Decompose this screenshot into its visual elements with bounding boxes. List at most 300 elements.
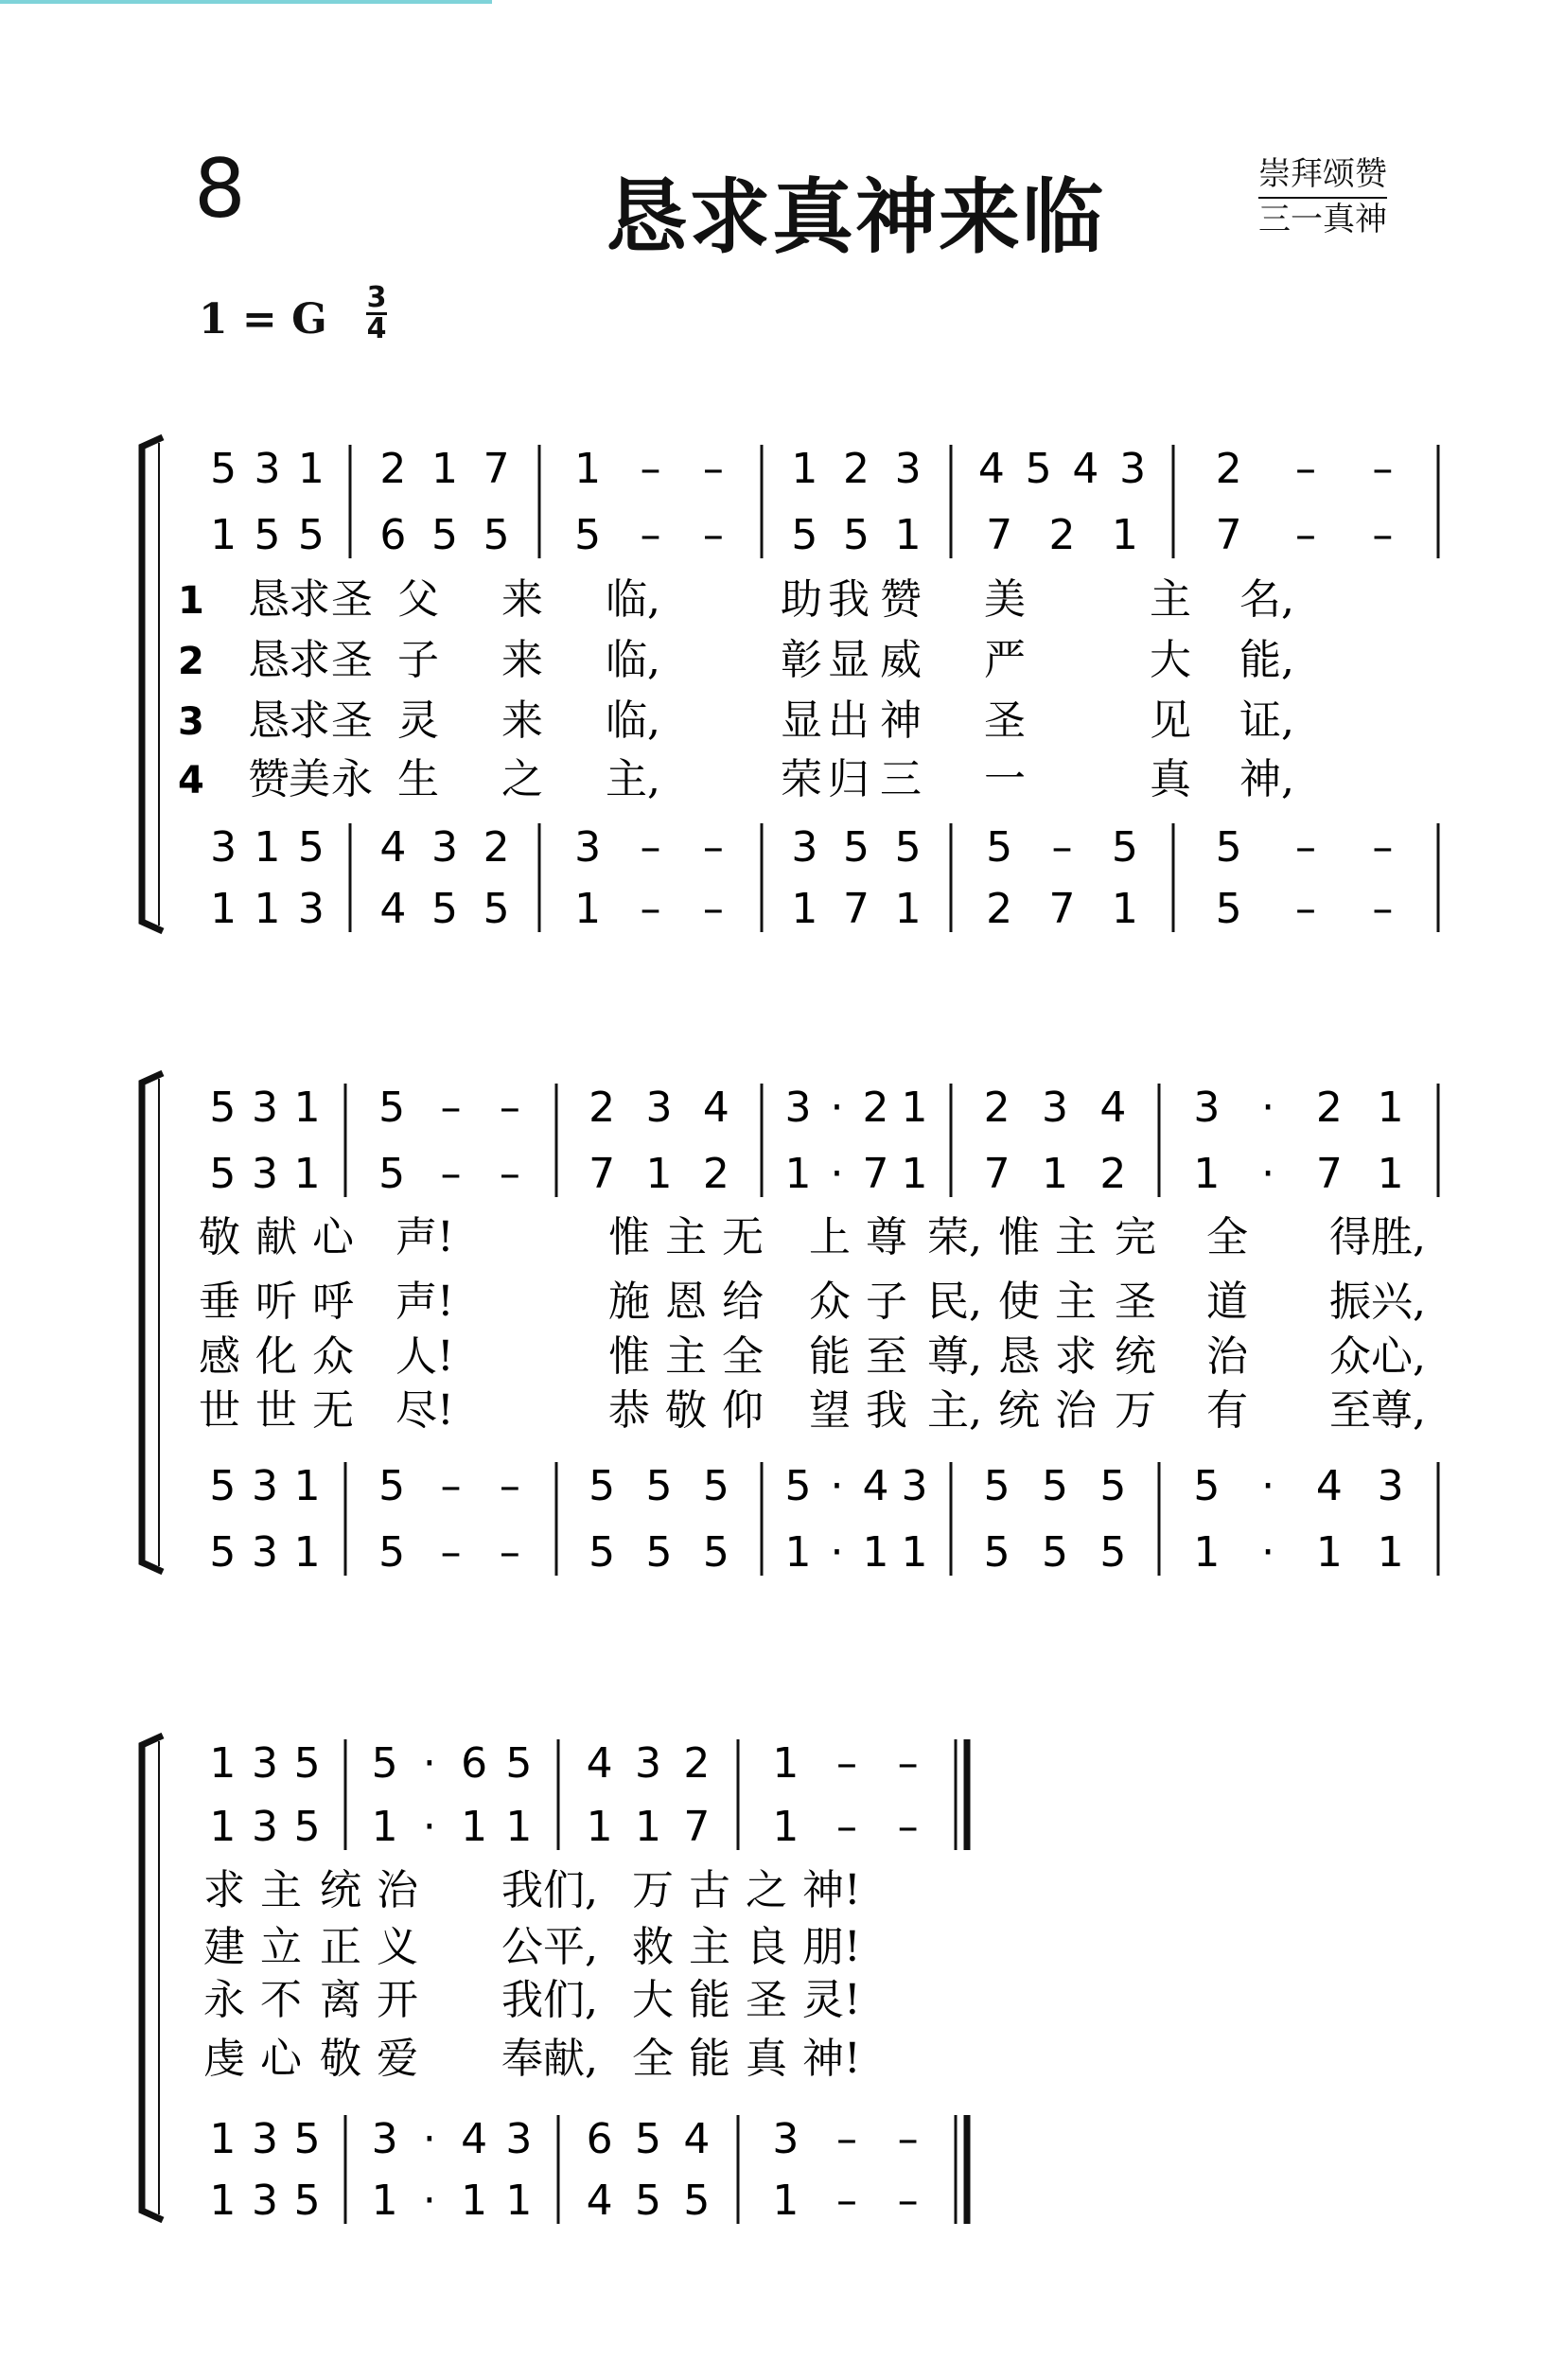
soprano-note: · <box>422 1739 436 1788</box>
lyric-syllable: 恳 <box>248 696 290 745</box>
lyric-syllable: 临, <box>606 696 660 745</box>
soprano-note: 2 <box>683 1739 711 1788</box>
lyric-syllable: 我 <box>828 575 870 624</box>
tenor-note: 3 <box>772 2115 800 2163</box>
alto-note: – <box>1295 511 1316 559</box>
lyric-syllable: 得胜, <box>1329 1213 1426 1261</box>
soprano-note: 1 <box>574 445 602 493</box>
tenor-note: 4 <box>862 1462 889 1510</box>
lyric-syllable: 呼 <box>312 1278 354 1326</box>
bass-note: · <box>422 2177 436 2225</box>
soprano-note: 2 <box>862 1084 889 1132</box>
soprano-note: 5 <box>293 1739 321 1788</box>
soprano-note: 5 <box>1025 445 1052 493</box>
bass-note: 5 <box>702 1528 729 1577</box>
soprano-note: 3 <box>254 445 281 493</box>
tenor-note: – <box>836 2115 857 2163</box>
lyric-syllable: 主 <box>689 1923 730 1971</box>
lyric-syllable: 大 <box>1150 636 1191 684</box>
lyric-syllable: 敬 <box>320 2035 361 2083</box>
lyric-syllable: 心 <box>260 2035 302 2083</box>
tenor-note: 5 <box>209 1462 237 1510</box>
bass-note: 3 <box>252 2177 278 2225</box>
soprano-note: 4 <box>586 1739 613 1788</box>
lyric-syllable: 圣 <box>331 575 373 624</box>
hymn-number: 8 <box>194 142 246 237</box>
tenor-note: – <box>1295 823 1316 872</box>
soprano-note: 6 <box>461 1739 488 1788</box>
lyric-syllable: 听 <box>255 1278 297 1326</box>
bass-note: 5 <box>983 1528 1010 1577</box>
lyric-syllable: 三 <box>880 755 922 803</box>
lyric-syllable: 世 <box>255 1386 297 1435</box>
tenor-note: 3 <box>901 1462 928 1510</box>
lyric-syllable: 无 <box>312 1386 354 1435</box>
lyric-syllable: 万 <box>632 1866 674 1914</box>
tenor-note: · <box>830 1462 844 1510</box>
bass-note: 1 <box>791 885 818 933</box>
bass-note: · <box>830 1528 844 1577</box>
alto-note: 1 <box>894 511 922 559</box>
bass-note: 1 <box>210 885 237 933</box>
lyric-syllable: 上 <box>809 1213 851 1261</box>
lyric-syllable: 求 <box>203 1866 245 1914</box>
soprano-note: 3 <box>1119 445 1147 493</box>
soprano-note: · <box>1261 1084 1275 1132</box>
soprano-note: 7 <box>483 445 510 493</box>
hymn-title: 恳求真神来临 <box>606 169 1105 265</box>
lyric-syllable: 主, <box>606 755 660 803</box>
soprano-note: 5 <box>378 1084 406 1132</box>
lyric-syllable: 主 <box>1055 1278 1097 1326</box>
bass-note: 1 <box>293 1528 321 1577</box>
lyric-syllable: 立 <box>260 1923 302 1971</box>
soprano-note: 2 <box>983 1084 1010 1132</box>
category-main: 崇拜颂赞 <box>1258 153 1387 199</box>
tenor-note: 3 <box>574 823 602 872</box>
lyric-syllable: 爱 <box>377 2035 418 2083</box>
lyric-syllable: 尽! <box>395 1386 454 1435</box>
tenor-note: 4 <box>461 2115 488 2163</box>
lyric-syllable: 全 <box>722 1332 764 1381</box>
soprano-note: – <box>1372 445 1394 493</box>
bass-note: 1 <box>862 1528 889 1577</box>
lyric-syllable: 见 <box>1150 696 1191 745</box>
alto-note: 1 <box>210 511 237 559</box>
alto-note: 5 <box>254 511 281 559</box>
lyric-syllable: 之 <box>501 755 543 803</box>
alto-note: 1 <box>505 1803 533 1851</box>
lyric-syllable: 恩 <box>665 1278 707 1326</box>
lyric-syllable: 万 <box>1115 1386 1156 1435</box>
bass-note: 5 <box>589 1528 616 1577</box>
tenor-note: 2 <box>483 823 510 872</box>
lyric-syllable: 民, <box>927 1278 982 1326</box>
tenor-note: 3 <box>505 2115 533 2163</box>
soprano-note: 1 <box>1377 1084 1404 1132</box>
tenor-note: · <box>1261 1462 1275 1510</box>
lyric-syllable: 赞 <box>248 755 290 803</box>
lyric-syllable: 众心, <box>1329 1332 1426 1381</box>
bass-note: 5 <box>683 2177 711 2225</box>
lyric-syllable: 大 <box>632 1976 674 2024</box>
lyric-syllable: 归 <box>828 755 870 803</box>
alto-note: – <box>440 1150 462 1198</box>
alto-note: 5 <box>791 511 818 559</box>
lyric-syllable: 威 <box>880 636 922 684</box>
lyric-syllable: 荣 <box>781 755 822 803</box>
alto-note: · <box>422 1803 436 1851</box>
lyric-syllable: 垂 <box>199 1278 240 1326</box>
lyric-syllable: 显 <box>828 636 870 684</box>
lyric-syllable: 父 <box>397 575 439 624</box>
soprano-note: 2 <box>843 445 870 493</box>
bass-note: 5 <box>645 1528 673 1577</box>
tenor-note: 5 <box>297 823 325 872</box>
lyric-syllable: 子 <box>866 1278 907 1326</box>
soprano-note: 5 <box>210 445 237 493</box>
soprano-note: 4 <box>977 445 1005 493</box>
soprano-note: 3 <box>1042 1084 1068 1132</box>
alto-note: 7 <box>589 1150 616 1198</box>
category-sub: 三一真神 <box>1258 201 1387 238</box>
lyric-syllable: 众 <box>809 1278 851 1326</box>
bass-note: 1 <box>1377 1528 1404 1577</box>
lyric-syllable: 敬 <box>665 1386 707 1435</box>
alto-note: 1 <box>586 1803 613 1851</box>
tenor-note: – <box>1051 823 1073 872</box>
lyric-syllable: 求 <box>289 696 330 745</box>
bass-note: 1 <box>1193 1528 1221 1577</box>
soprano-note: 4 <box>1072 445 1099 493</box>
tenor-note: 5 <box>1215 823 1242 872</box>
tenor-note: 5 <box>784 1462 812 1510</box>
bass-note: 1 <box>772 2177 800 2225</box>
alto-note: 3 <box>252 1150 278 1198</box>
verse-number: 4 <box>178 759 204 802</box>
lyric-syllable: 声! <box>395 1278 454 1326</box>
alto-note: – <box>1372 511 1394 559</box>
lyric-syllable: 我们, <box>501 1976 598 2024</box>
alto-note: 1 <box>1193 1150 1221 1198</box>
lyric-syllable: 主 <box>260 1866 302 1914</box>
soprano-note: 3 <box>784 1084 812 1132</box>
alto-note: 5 <box>209 1150 237 1198</box>
soprano-note: – <box>836 1739 857 1788</box>
lyric-syllable: 无 <box>722 1213 764 1261</box>
lyric-syllable: 能 <box>689 1976 730 2024</box>
lyric-syllable: 永 <box>203 1976 245 2024</box>
bass-note: 3 <box>297 885 325 933</box>
soprano-note: – <box>499 1084 520 1132</box>
lyric-syllable: 能 <box>809 1332 851 1381</box>
tenor-note: 5 <box>1099 1462 1127 1510</box>
lyric-syllable: 至尊, <box>1329 1386 1426 1435</box>
tenor-note: 5 <box>894 823 922 872</box>
lyric-syllable: 灵 <box>397 696 439 745</box>
lyric-syllable: 完 <box>1115 1213 1156 1261</box>
lyric-syllable: 神! <box>802 2035 861 2083</box>
lyric-syllable: 统 <box>998 1386 1040 1435</box>
alto-note: 1 <box>293 1150 321 1198</box>
bass-note: 1 <box>1315 1528 1343 1577</box>
tenor-note: 3 <box>1377 1462 1404 1510</box>
tenor-note: 4 <box>379 823 407 872</box>
lyric-syllable: 真 <box>1150 755 1191 803</box>
lyric-syllable: 美 <box>984 575 1026 624</box>
lyric-syllable: 仰 <box>722 1386 764 1435</box>
lyric-syllable: 来 <box>501 696 543 745</box>
tenor-note: 5 <box>1111 823 1138 872</box>
lyric-syllable: 圣 <box>331 696 373 745</box>
bass-note: 1 <box>894 885 922 933</box>
lyric-syllable: 开 <box>377 1976 418 2024</box>
lyric-syllable: 临, <box>606 575 660 624</box>
tenor-note: – <box>1372 823 1394 872</box>
lyric-syllable: 来 <box>501 575 543 624</box>
alto-note: 7 <box>986 511 1013 559</box>
bass-note: – <box>836 2177 857 2225</box>
lyric-syllable: 有 <box>1206 1386 1248 1435</box>
lyric-syllable: 临, <box>606 636 660 684</box>
alto-note: 1 <box>635 1803 661 1851</box>
alto-note: 2 <box>702 1150 729 1198</box>
lyric-syllable: 不 <box>260 1976 302 2024</box>
bass-note: 5 <box>635 2177 661 2225</box>
lyric-syllable: 之 <box>746 1866 787 1914</box>
bass-note: 5 <box>1099 1528 1127 1577</box>
tenor-note: 5 <box>293 2115 321 2163</box>
alto-note: 1 <box>461 1803 488 1851</box>
bass-note: – <box>440 1528 462 1577</box>
tenor-note: 5 <box>702 1462 729 1510</box>
tenor-note: – <box>440 1462 462 1510</box>
tenor-note: 4 <box>1315 1462 1343 1510</box>
tenor-note: 3 <box>210 823 237 872</box>
time-signature-bottom: 4 <box>366 312 387 345</box>
lyric-syllable: 主, <box>927 1386 982 1435</box>
alto-note: 5 <box>431 511 458 559</box>
lyric-syllable: 至 <box>866 1332 907 1381</box>
alto-note: · <box>1261 1150 1275 1198</box>
tenor-note: 5 <box>983 1462 1010 1510</box>
lyric-syllable: 惟 <box>608 1213 650 1261</box>
lyric-syllable: 证, <box>1239 696 1294 745</box>
bass-note: – <box>1295 885 1316 933</box>
lyric-syllable: 古 <box>689 1866 730 1914</box>
lyric-syllable: 名, <box>1239 575 1294 624</box>
alto-note: – <box>836 1803 857 1851</box>
verse-number: 2 <box>178 640 204 683</box>
lyric-syllable: 我们, <box>501 1866 598 1914</box>
key-signature: 1 = G <box>199 295 327 344</box>
soprano-note: 2 <box>379 445 407 493</box>
bass-note: – <box>640 885 661 933</box>
soprano-note: 1 <box>297 445 325 493</box>
lyric-syllable: 全 <box>632 2035 674 2083</box>
soprano-note: 1 <box>772 1739 800 1788</box>
bass-note: 1 <box>209 2177 237 2225</box>
lyric-syllable: 严 <box>984 636 1026 684</box>
lyric-syllable: 真 <box>746 2035 787 2083</box>
bass-note: 1 <box>784 1528 812 1577</box>
soprano-note: 3 <box>252 1739 278 1788</box>
alto-note: 7 <box>683 1803 711 1851</box>
alto-note: 7 <box>862 1150 889 1198</box>
alto-note: 1 <box>1111 511 1138 559</box>
alto-note: – <box>499 1150 520 1198</box>
verse-number: 3 <box>178 700 204 744</box>
lyric-syllable: 敬 <box>199 1213 240 1261</box>
soprano-note: 1 <box>431 445 458 493</box>
alto-note: 7 <box>1215 511 1242 559</box>
tenor-note: 5 <box>645 1462 673 1510</box>
tenor-note: 4 <box>683 2115 711 2163</box>
alto-note: 6 <box>379 511 407 559</box>
lyric-syllable: 主 <box>1150 575 1191 624</box>
lyric-syllable: 能, <box>1239 636 1294 684</box>
lyric-syllable: 世 <box>199 1386 240 1435</box>
tenor-note: 3 <box>791 823 818 872</box>
soprano-note: 3 <box>645 1084 673 1132</box>
tenor-note: 1 <box>254 823 281 872</box>
alto-note: – <box>897 1803 919 1851</box>
bass-note: – <box>499 1528 520 1577</box>
soprano-note: 4 <box>702 1084 729 1132</box>
bass-note: 5 <box>1042 1528 1068 1577</box>
verse-number: 1 <box>178 579 204 623</box>
soprano-note: – <box>897 1739 919 1788</box>
lyric-syllable: 求 <box>1055 1332 1097 1381</box>
lyric-syllable: 正 <box>320 1923 361 1971</box>
lyric-syllable: 恳 <box>248 636 290 684</box>
lyric-syllable: 恭 <box>608 1386 650 1435</box>
lyric-syllable: 心 <box>312 1213 354 1261</box>
lyric-syllable: 我 <box>866 1386 907 1435</box>
bass-note: 7 <box>1048 885 1076 933</box>
bass-note: 1 <box>461 2177 488 2225</box>
soprano-note: 2 <box>1315 1084 1343 1132</box>
lyric-syllable: 公平, <box>501 1923 598 1971</box>
tenor-note: 5 <box>986 823 1013 872</box>
lyric-syllable: 众 <box>312 1332 354 1381</box>
tenor-note: – <box>499 1462 520 1510</box>
bass-note: – <box>897 2177 919 2225</box>
alto-note: – <box>640 511 661 559</box>
lyric-syllable: 恳 <box>998 1332 1040 1381</box>
alto-note: 5 <box>293 1803 321 1851</box>
lyric-syllable: 出 <box>828 696 870 745</box>
alto-note: 1 <box>772 1803 800 1851</box>
lyric-syllable: 给 <box>722 1278 764 1326</box>
soprano-note: – <box>640 445 661 493</box>
soprano-note: 1 <box>791 445 818 493</box>
lyric-syllable: 主 <box>1055 1213 1097 1261</box>
lyric-syllable: 治 <box>1055 1386 1097 1435</box>
tenor-note: 5 <box>1042 1462 1068 1510</box>
alto-note: · <box>830 1150 844 1198</box>
lyric-syllable: 治 <box>377 1866 418 1914</box>
lyric-syllable: 义 <box>377 1923 418 1971</box>
soprano-note: 3 <box>635 1739 661 1788</box>
lyric-syllable: 荣, <box>927 1213 982 1261</box>
bass-note: 1 <box>505 2177 533 2225</box>
alto-note: 7 <box>1315 1150 1343 1198</box>
bass-note: 5 <box>378 1528 406 1577</box>
tenor-note: 1 <box>293 1462 321 1510</box>
lyric-syllable: 恳 <box>248 575 290 624</box>
lyric-syllable: 施 <box>608 1278 650 1326</box>
alto-note: 5 <box>843 511 870 559</box>
lyric-syllable: 主 <box>665 1213 707 1261</box>
soprano-note: 3 <box>1193 1084 1221 1132</box>
soprano-note: 5 <box>505 1739 533 1788</box>
lyric-syllable: 全 <box>1206 1213 1248 1261</box>
tenor-note: – <box>702 823 724 872</box>
lyric-syllable: 尊 <box>866 1213 907 1261</box>
lyric-syllable: 振兴, <box>1329 1278 1426 1326</box>
lyric-syllable: 惟 <box>998 1213 1040 1261</box>
lyric-syllable: 治 <box>1206 1332 1248 1381</box>
alto-note: 1 <box>371 1803 398 1851</box>
bass-note: 1 <box>901 1528 928 1577</box>
bass-note: 5 <box>483 885 510 933</box>
lyric-syllable: 灵! <box>802 1976 861 2024</box>
lyric-syllable: 圣 <box>746 1976 787 2024</box>
tenor-note: 1 <box>209 2115 237 2163</box>
bass-note: 4 <box>379 885 407 933</box>
alto-note: 5 <box>483 511 510 559</box>
tenor-note: – <box>640 823 661 872</box>
lyric-syllable: 圣 <box>331 636 373 684</box>
lyric-syllable: 能 <box>689 2035 730 2083</box>
tenor-note: 6 <box>586 2115 613 2163</box>
bass-note: 7 <box>843 885 870 933</box>
lyric-syllable: 道 <box>1206 1278 1248 1326</box>
lyric-syllable: 离 <box>320 1976 361 2024</box>
tenor-note: – <box>897 2115 919 2163</box>
bass-note: 5 <box>431 885 458 933</box>
bass-note: 5 <box>209 1528 237 1577</box>
tenor-note: 3 <box>252 1462 278 1510</box>
lyric-syllable: 神! <box>802 1866 861 1914</box>
soprano-note: 3 <box>252 1084 278 1132</box>
lyric-syllable: 赞 <box>880 575 922 624</box>
bass-note: 1 <box>371 2177 398 2225</box>
alto-note: 1 <box>901 1150 928 1198</box>
soprano-note: 3 <box>894 445 922 493</box>
lyric-syllable: 感 <box>199 1332 240 1381</box>
lyric-syllable: 良 <box>746 1923 787 1971</box>
alto-note: 7 <box>983 1150 1010 1198</box>
soprano-note: 1 <box>209 1739 237 1788</box>
alto-note: 1 <box>209 1803 237 1851</box>
soprano-note: 1 <box>293 1084 321 1132</box>
lyric-syllable: 彰 <box>781 636 822 684</box>
bass-note: 1 <box>574 885 602 933</box>
bass-note: 5 <box>293 2177 321 2225</box>
alto-note: – <box>702 511 724 559</box>
tenor-note: 5 <box>635 2115 661 2163</box>
lyric-syllable: 子 <box>397 636 439 684</box>
lyric-syllable: 主 <box>665 1332 707 1381</box>
alto-note: 3 <box>252 1803 278 1851</box>
tenor-note: 5 <box>378 1462 406 1510</box>
lyric-syllable: 尊, <box>927 1332 982 1381</box>
lyric-syllable: 显 <box>781 696 822 745</box>
soprano-note: – <box>702 445 724 493</box>
lyric-syllable: 求 <box>289 575 330 624</box>
